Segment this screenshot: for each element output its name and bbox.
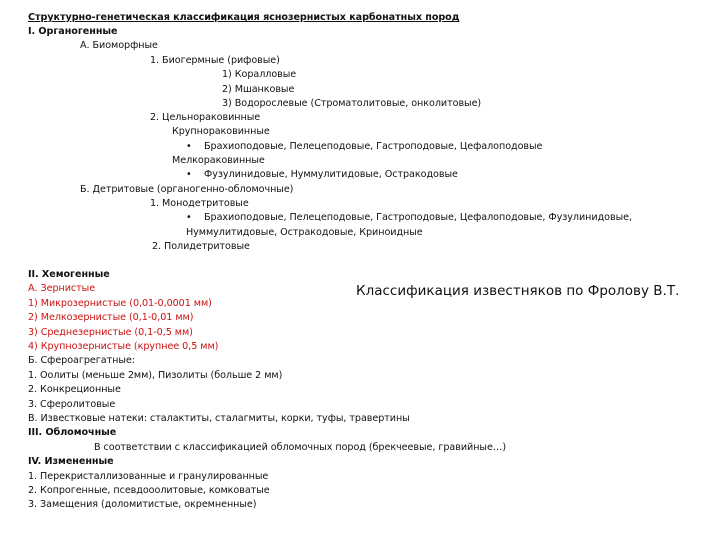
item-coprogenic: 2. Копрогенные, псевдооолитовые, комковатые — [28, 485, 270, 496]
section-3-heading: III. Обломочные — [28, 427, 117, 438]
item-algal: 3) Водорослевые (Строматолитовые, онколитовые) — [222, 98, 482, 109]
item-large-shell: Крупнораковинные — [172, 126, 270, 137]
list-item-continuation: Нуммулитидовые, Остракодовые, Криноидные — [186, 227, 423, 238]
section-4-heading: IV. Измененные — [28, 456, 114, 467]
item-clastic-reference: В соответствии с классификацией обломочных пород (брекчеевые, гравийные…) — [94, 442, 507, 453]
list-item-text: Брахиоподовые, Пелецеподовые, Гастроподовые, Цефалоподовые — [204, 141, 543, 152]
subsection-a-granular: А. Зернистые — [28, 283, 96, 294]
section-2-heading: II. Хемогенные — [28, 269, 110, 280]
item-spherulitic: 3. Сферолитовые — [28, 399, 116, 410]
item-monodetrital: 1. Монодетритовые — [150, 198, 249, 209]
item-small-shell: Мелкораковинные — [172, 155, 265, 166]
item-polydetrital: 2. Полидетритовые — [152, 241, 250, 252]
list-item-large-shell-types — [186, 141, 542, 153]
item-coral: 1) Коралловые — [222, 69, 297, 80]
bullet-icon: • — [186, 212, 192, 223]
side-title: Классификация известняков по Фролову В.Т. — [356, 283, 680, 299]
list-item-text: Фузулинидовые, Нуммулитидовые, Остракодовые — [204, 169, 458, 180]
item-oolites: 1. Оолиты (меньше 2мм), Пизолиты (больше 2 мм) — [28, 370, 283, 381]
item-recrystallized: 1. Перекристаллизованные и гранулированные — [28, 471, 269, 482]
subsection-v-sinter: В. Известковые натеки: сталактиты, сталагмиты, корки, туфы, травертины — [28, 413, 410, 424]
bullet-icon: • — [186, 169, 192, 180]
list-item-monodetrital-types — [186, 212, 632, 224]
item-replacement: 3. Замещения (доломитистые, окремненные) — [28, 499, 257, 510]
list-item-text: Брахиоподовые, Пелецеподовые, Гастроподовые, Цефалоподовые, Фузулинидовые, — [204, 212, 632, 223]
section-1-heading: I. Органогенные — [28, 26, 118, 37]
item-coarsegranular: 4) Крупнозернистые (крупнее 0,5 мм) — [28, 341, 219, 352]
item-microgranular: 1) Микрозернистые (0,01-0,0001 мм) — [28, 298, 212, 309]
list-item-small-shell-types — [186, 169, 458, 181]
item-bryozoan: 2) Мшанковые — [222, 84, 295, 95]
item-mediumgranular: 3) Среднезернистые (0,1-0,5 мм) — [28, 327, 193, 338]
subsection-b-sphere: Б. Сфероагрегатные: — [28, 355, 135, 366]
bullet-icon: • — [186, 141, 192, 152]
item-finegranular: 2) Мелкозернистые (0,1-0,01 мм) — [28, 312, 194, 323]
item-concretionary: 2. Конкреционные — [28, 384, 121, 395]
subsection-b-detrital: Б. Детритовые (органогенно-обломочные) — [80, 184, 294, 195]
subsection-a-biomorphic: А. Биоморфные — [80, 40, 158, 51]
item-whole-shell: 2. Цельнораковинные — [150, 112, 261, 123]
document-title: Структурно-генетическая классификация яснозернистых карбонатных пород — [28, 12, 460, 23]
item-biogermic: 1. Биогермные (рифовые) — [150, 55, 280, 66]
